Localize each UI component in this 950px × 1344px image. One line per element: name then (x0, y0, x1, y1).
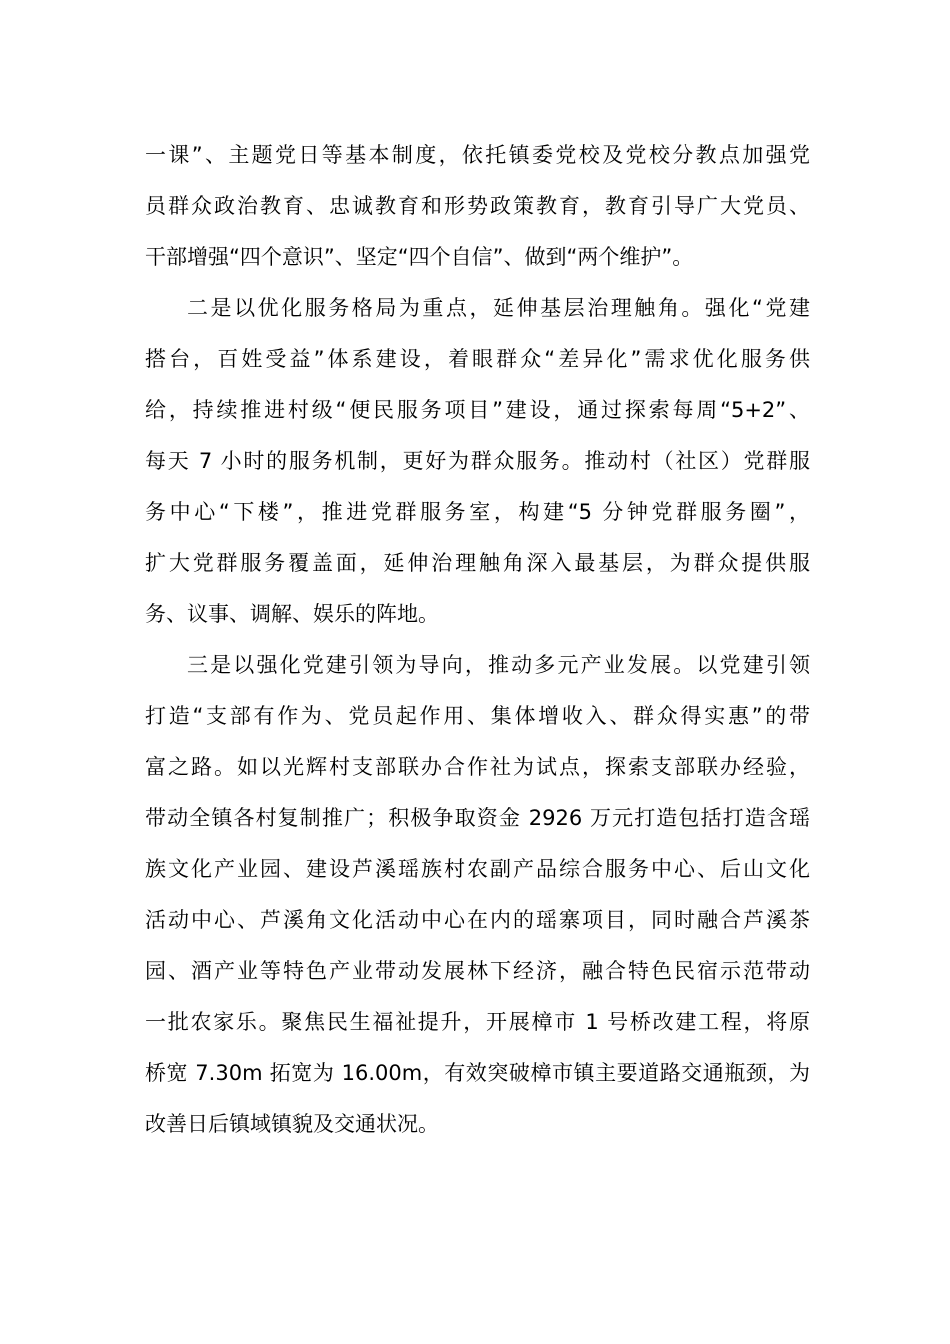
text-line: 务中心“下楼”，推进党群服务室，构建“5 分钟党群服务圈”， (145, 500, 810, 524)
text-line: 族文化产业园、建设芦溪瑶族村农副产品综合服务中心、后山文化 (145, 857, 810, 881)
text-line: 务、议事、调解、娱乐的阵地。 (145, 602, 439, 626)
text-line: 干部增强“四个意识”、坚定“四个自信”、做到“两个维护”。 (145, 245, 694, 269)
text-line: 打造“支部有作为、党员起作用、集体增收入、群众得实惠”的带 (145, 704, 810, 728)
document-body (145, 130, 810, 1150)
text-line: 活动中心、芦溪角文化活动中心在内的瑶寨项目，同时融合芦溪茶 (145, 908, 810, 932)
text-line: 二是以优化服务格局为重点，延伸基层治理触角。强化“党建 (187, 296, 810, 320)
text-line: 员群众政治教育、忠诚教育和形势政策教育，教育引导广大党员、 (145, 194, 810, 218)
text-line: 扩大党群服务覆盖面，延伸治理触角深入最基层，为群众提供服 (145, 551, 810, 575)
paragraph-3 (145, 640, 810, 1150)
text-line: 改善日后镇域镇貌及交通状况。 (145, 1112, 439, 1136)
text-line: 园、酒产业等特色产业带动发展林下经济，融合特色民宿示范带动 (145, 959, 810, 983)
text-line: 搭台，百姓受益”体系建设，着眼群众“差异化”需求优化服务供 (145, 347, 810, 371)
text-line: 富之路。如以光辉村支部联办合作社为试点，探索支部联办经验， (145, 755, 810, 779)
text-line: 桥宽 7.30m 拓宽为 16.00m，有效突破樟市镇主要道路交通瓶颈，为 (145, 1061, 810, 1085)
paragraph-1-continued (145, 130, 810, 283)
text-line: 带动全镇各村复制推广；积极争取资金 2926 万元打造包括打造含瑶 (145, 806, 810, 830)
text-line: 给，持续推进村级“便民服务项目”建设，通过探索每周“5+2”、 (145, 398, 810, 422)
text-line: 每天 7 小时的服务机制，更好为群众服务。推动村（社区）党群服 (145, 449, 810, 473)
text-line: 一批农家乐。聚焦民生福祉提升，开展樟市 1 号桥改建工程，将原 (145, 1010, 810, 1034)
text-line: 三是以强化党建引领为导向，推动多元产业发展。以党建引领 (187, 653, 810, 677)
paragraph-2 (145, 283, 810, 640)
text-line: 一课”、主题党日等基本制度，依托镇委党校及党校分教点加强党 (145, 143, 810, 167)
